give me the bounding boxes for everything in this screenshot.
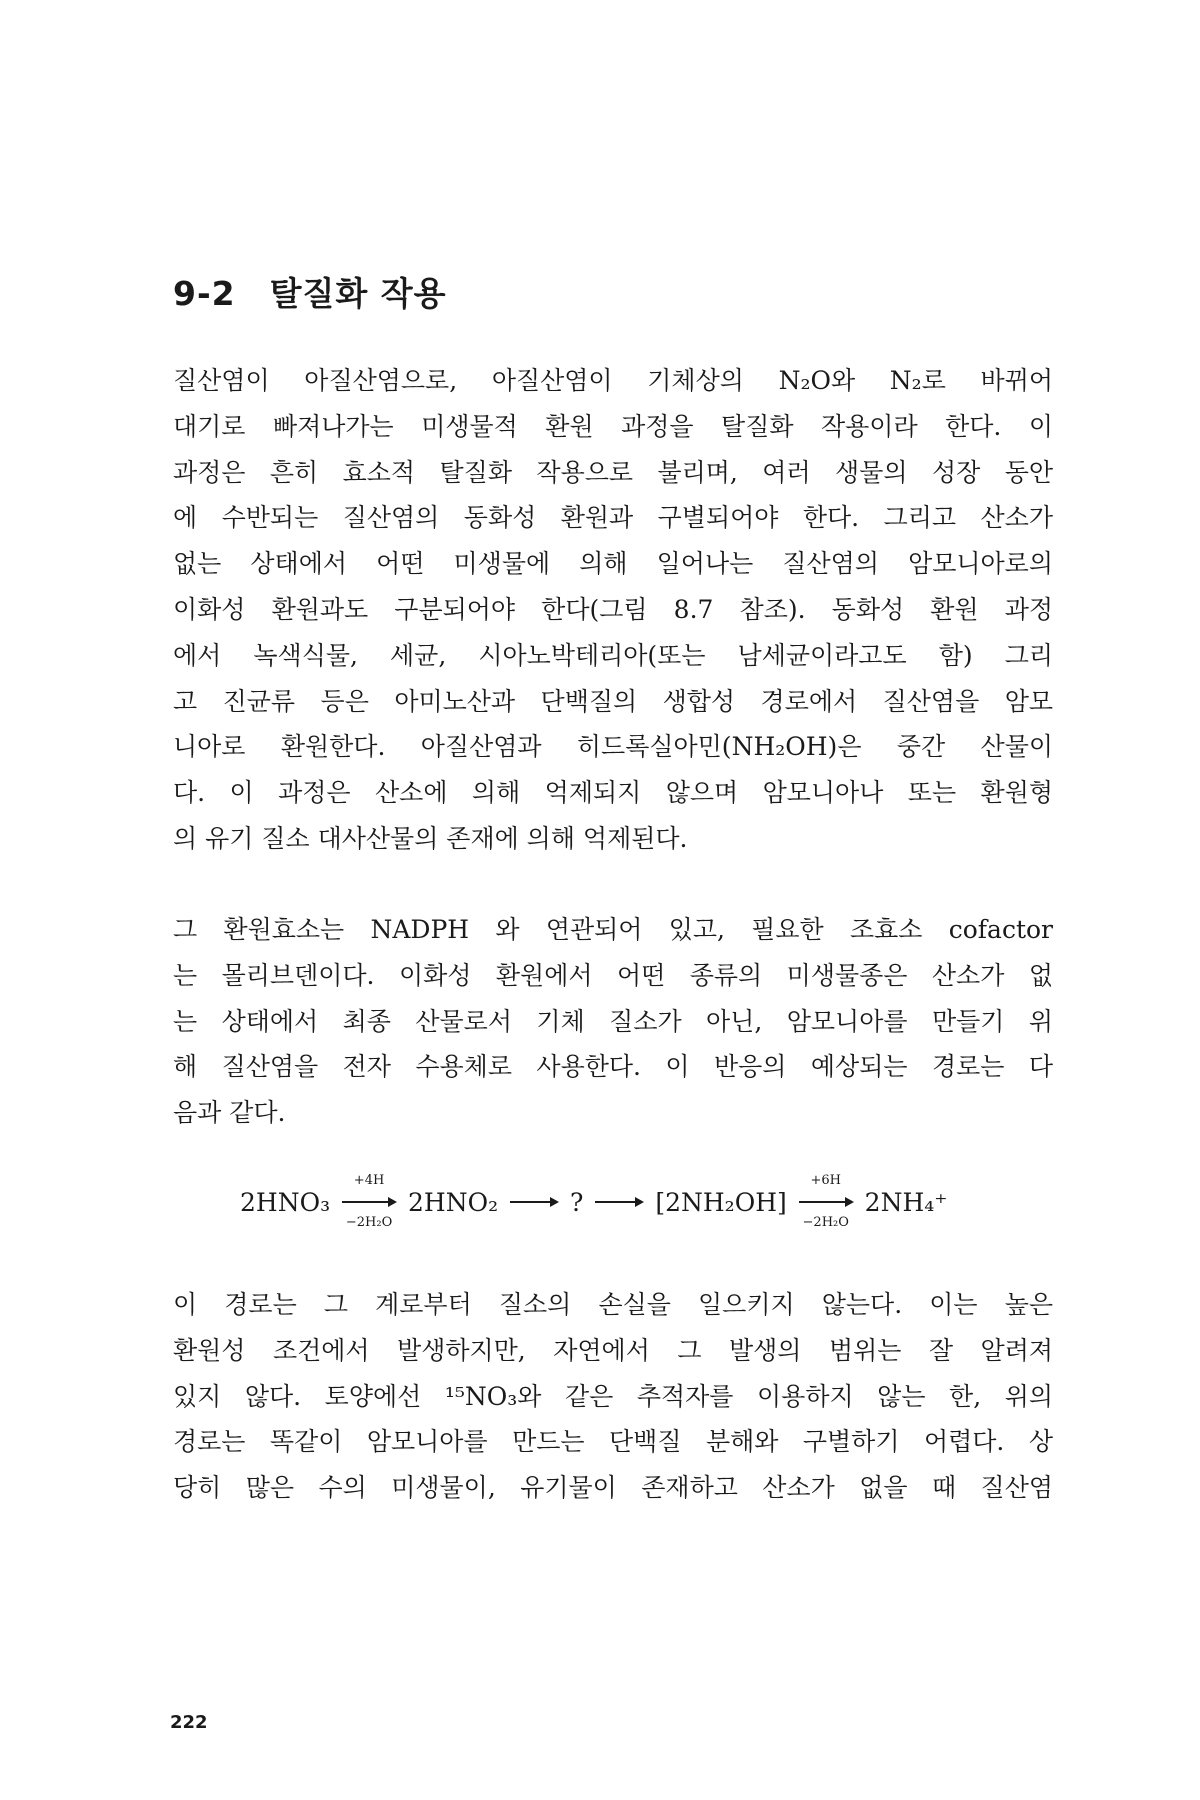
text-line: 에 수반되는 질산염의 동화성 환원과 구별되어야 한다. 그리고 산소가 bbox=[173, 503, 1053, 533]
text-line: 니아로 환원한다. 아질산염과 히드록실아민(NH₂OH)은 중간 산물이 bbox=[173, 732, 1053, 762]
page-number: 222 bbox=[170, 1712, 208, 1733]
equation-intermediate-2: ? bbox=[570, 1187, 584, 1217]
text-line: 당히 많은 수의 미생물이, 유기물이 존재하고 산소가 없을 때 질산염 bbox=[173, 1473, 1053, 1503]
text-line: 고 진균류 등은 아미노산과 단백질의 생합성 경로에서 질산염을 암모 bbox=[173, 686, 1053, 716]
paragraph-2 bbox=[173, 907, 1053, 1136]
text-line: 있지 않다. 토양에선 ¹⁵NO₃와 같은 추적자를 이용하지 않는 한, 위의 bbox=[173, 1381, 1053, 1411]
text-line: 다. 이 과정은 산소에 의해 억제되지 않으며 암모니아나 또는 환원형 bbox=[173, 778, 1053, 808]
text-line: 해 질산염을 전자 수용체로 사용한다. 이 반응의 예상되는 경로는 다 bbox=[173, 1052, 1053, 1082]
text-line: 대기로 빠져나가는 미생물적 환원 과정을 탈질화 작용이라 한다. 이 bbox=[173, 411, 1053, 441]
text-line: 질산염이 아질산염으로, 아질산염이 기체상의 N₂O와 N₂로 바뀌어 bbox=[173, 366, 1053, 395]
equation-product: 2NH₄⁺ bbox=[864, 1187, 948, 1217]
arrow-1-top-label: +4H bbox=[353, 1173, 385, 1188]
right-arrow-icon bbox=[797, 1196, 855, 1208]
reaction-equation bbox=[240, 1170, 1000, 1238]
equation-reactant: 2HNO₃ bbox=[240, 1187, 331, 1217]
right-arrow-icon bbox=[340, 1196, 398, 1208]
text-line: 없는 상태에서 어떤 미생물에 의해 일어나는 질산염의 암모니아로의 bbox=[173, 549, 1053, 579]
arrow-1-bottom-label: −2H₂O bbox=[345, 1215, 393, 1230]
text-line: 는 상태에서 최종 산물로서 기체 질소가 아닌, 암모니아를 만들기 위 bbox=[173, 1006, 1053, 1036]
text-line: 음과 같다. bbox=[173, 1098, 286, 1128]
text-line: 환원성 조건에서 발생하지만, 자연에서 그 발생의 범위는 잘 알려져 bbox=[173, 1335, 1053, 1365]
text-line: 이화성 환원과도 구분되어야 한다(그림 8.7 참조). 동화성 환원 과정 bbox=[173, 594, 1053, 624]
text-line: 과정은 흔히 효소적 탈질화 작용으로 불리며, 여러 생물의 성장 동안 bbox=[173, 457, 1053, 487]
right-arrow-icon bbox=[508, 1195, 560, 1209]
arrow-4-bottom-label: −2H₂O bbox=[802, 1215, 849, 1230]
labeled-arrow-4 bbox=[797, 1170, 855, 1234]
text-line: 에서 녹색식물, 세균, 시아노박테리아(또는 남세균이라고도 함) 그리 bbox=[173, 640, 1053, 670]
paragraph-3 bbox=[173, 1282, 1053, 1511]
section-heading bbox=[173, 268, 447, 315]
text-line: 이 경로는 그 계로부터 질소의 손실을 일으키지 않는다. 이는 높은 bbox=[173, 1290, 1053, 1319]
equation-intermediate-1: 2HNO₂ bbox=[408, 1187, 499, 1217]
paragraph-1 bbox=[173, 358, 1053, 862]
text-line: 그 환원효소는 NADPH 와 연관되어 있고, 필요한 조효소 cofactor bbox=[173, 915, 1053, 944]
text-line: 경로는 똑같이 암모니아를 만드는 단백질 분해와 구별하기 어렵다. 상 bbox=[173, 1427, 1053, 1457]
right-arrow-icon bbox=[593, 1195, 645, 1209]
section-number: 9-2 bbox=[173, 274, 236, 313]
section-title: 탈질화 작용 bbox=[269, 274, 447, 313]
arrow-4-top-label: +6H bbox=[810, 1173, 841, 1188]
equation-intermediate-3: [2NH₂OH] bbox=[655, 1187, 787, 1217]
text-line: 의 유기 질소 대사산물의 존재에 의해 억제된다. bbox=[173, 823, 688, 853]
labeled-arrow-1 bbox=[340, 1170, 398, 1234]
text-line: 는 몰리브덴이다. 이화성 환원에서 어떤 종류의 미생물종은 산소가 없 bbox=[173, 960, 1053, 990]
